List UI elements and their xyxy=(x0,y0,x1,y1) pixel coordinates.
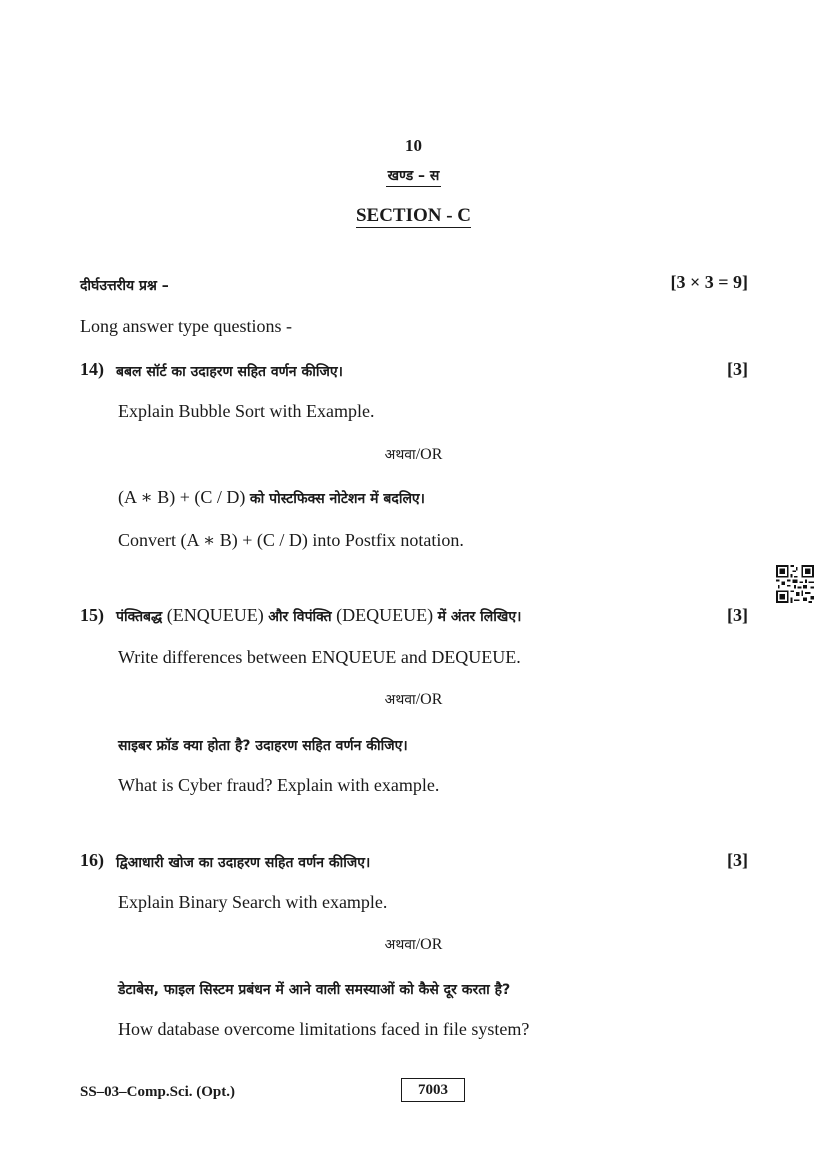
question-16-alt-english: How database overcome limitations faced in file system? xyxy=(118,1019,530,1039)
qr-code-icon xyxy=(776,565,814,603)
section-title-english: SECTION - C xyxy=(355,205,472,226)
section-title-hindi: खण्ड – स xyxy=(0,165,827,185)
question-14-text-hindi: बबल सॉर्ट का उदाहरण सहित वर्णन कीजिए। xyxy=(116,364,343,380)
question-16-number: 16) xyxy=(80,850,104,870)
question-15-or: अथवा/OR xyxy=(384,691,443,708)
question-14-text-english: Explain Bubble Sort with Example. xyxy=(118,401,375,421)
question-14-or: अथवा/OR xyxy=(384,446,443,463)
paper-number-box: 7003 xyxy=(401,1078,465,1102)
question-16-alt-hindi: डेटाबेस, फाइल सिस्टम प्रबंधन में आने वाली समस्याओं को कैसे दूर करता है? xyxy=(118,982,511,998)
question-15-marks: [3] xyxy=(727,605,748,625)
question-16-or: अथवा/OR xyxy=(384,936,443,953)
question-14-number: 14) xyxy=(80,359,104,379)
page-number: 10 xyxy=(405,136,422,155)
question-16-marks: [3] xyxy=(727,850,748,870)
question-15-alt-english: What is Cyber fraud? Explain with example. xyxy=(118,775,440,795)
paper-code: SS–03–Comp.Sci. (Opt.) xyxy=(80,1084,236,1100)
question-14-alt-english: Convert (A ∗ B) + (C / D) into Postfix notation. xyxy=(118,530,464,550)
question-15-text-hindi: पंक्तिबद्ध (ENQUEUE) और विपंक्ति (DEQUEUE) में अंतर लिखिए। xyxy=(116,605,522,625)
question-15-text-english: Write differences between ENQUEUE and DEQUEUE. xyxy=(118,647,521,667)
question-15-number: 15) xyxy=(80,605,104,625)
question-14-alt-hindi: (A ∗ B) + (C / D) को पोस्टफिक्स नोटेशन में बदलिए। xyxy=(118,487,425,507)
instructions-heading-english: Long answer type questions - xyxy=(80,316,292,336)
question-14-marks: [3] xyxy=(727,359,748,379)
question-16-text-english: Explain Binary Search with example. xyxy=(118,892,388,912)
total-marks: [3 × 3 = 9] xyxy=(670,272,748,292)
question-16-text-hindi: द्विआधारी खोज का उदाहरण सहित वर्णन कीजिए। xyxy=(116,855,371,871)
instructions-heading-hindi: दीर्घउत्तरीय प्रश्न – xyxy=(80,278,169,294)
question-15-alt-hindi: साइबर फ्रॉड क्या होता है? उदाहरण सहित वर्णन कीजिए। xyxy=(118,738,408,754)
